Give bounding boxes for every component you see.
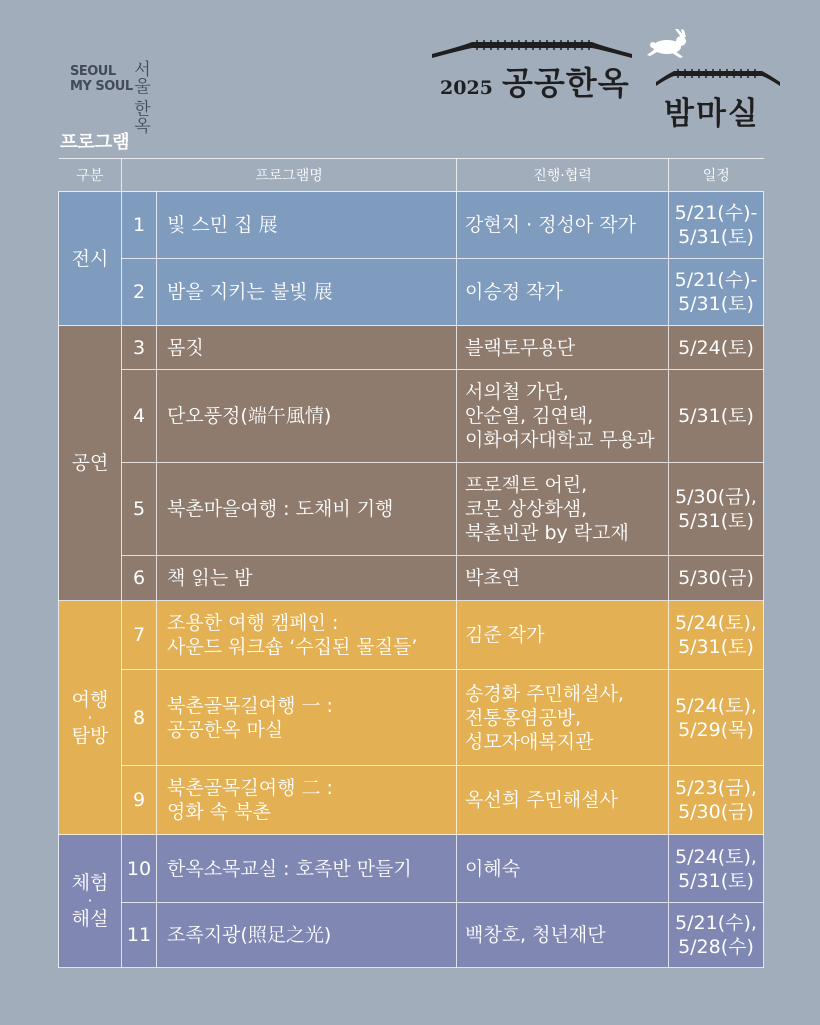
program-name <box>157 835 457 903</box>
table-row <box>59 835 764 903</box>
collab-line: 안순열, 김연택, <box>465 405 594 427</box>
program-collab <box>457 259 669 326</box>
category-tour <box>59 601 122 835</box>
program-date <box>669 259 764 326</box>
hanok-roof-icon <box>432 36 632 60</box>
program-date <box>669 192 764 259</box>
program-name <box>157 556 457 601</box>
program-name <box>157 259 457 326</box>
table-row <box>59 192 764 259</box>
program-name-line: 몸짓 <box>167 336 204 359</box>
table-row <box>59 259 764 326</box>
category-tour-line: 탐방 <box>71 724 109 747</box>
table-row <box>59 326 764 370</box>
category-performance: 공연 <box>59 326 122 601</box>
table-row <box>59 556 764 601</box>
row-number: 1 <box>122 192 157 259</box>
program-name-line: 조용한 여행 캠페인 : <box>167 612 339 634</box>
rabbit-icon <box>645 29 691 59</box>
category-tour-line: 여행 <box>71 688 109 711</box>
category-separator: · <box>87 707 93 727</box>
collab-line: 송경화 주민해설사, <box>465 682 624 705</box>
date-line: 5/31(토) <box>678 226 754 248</box>
category-experience-line: 해설 <box>71 908 109 930</box>
collab-line: 전통홍염공방, <box>465 706 582 729</box>
program-collab <box>457 601 669 670</box>
program-name <box>157 463 457 556</box>
collab-line: 박초연 <box>465 567 521 589</box>
category-exhibit: 전시 <box>59 192 122 326</box>
collab-line: 강현지 · 정성아 작가 <box>465 214 636 236</box>
date-line: 5/23(금), <box>675 777 757 799</box>
program-collab <box>457 766 669 835</box>
date-line: 5/31(토) <box>678 869 754 892</box>
program-table <box>58 158 764 968</box>
header-category: 구분 <box>59 159 122 192</box>
program-name <box>157 766 457 835</box>
collab-line: 김준 작가 <box>465 624 545 646</box>
header-program: 프로그램명 <box>122 159 457 192</box>
seoul-hanok-logo: 서울 한옥 <box>130 60 150 134</box>
table-row <box>59 766 764 835</box>
category-experience-line: 체험 <box>71 872 109 894</box>
collab-line: 백창호, 청년재단 <box>465 924 606 946</box>
date-line: 5/24(토), <box>675 694 757 717</box>
table-header-row <box>59 159 764 192</box>
category-experience <box>59 835 122 968</box>
program-name-line: 영화 속 북촌 <box>167 801 271 823</box>
collab-line: 이혜숙 <box>465 857 521 880</box>
program-date <box>669 835 764 903</box>
table-row <box>59 670 764 766</box>
row-number: 6 <box>122 556 157 601</box>
program-date <box>669 556 764 601</box>
row-number: 11 <box>122 903 157 968</box>
row-number: 8 <box>122 670 157 766</box>
category-separator: · <box>87 891 93 910</box>
program-name <box>157 192 457 259</box>
date-line: 5/30(금) <box>678 567 754 589</box>
collab-line: 서의철 가단, <box>465 381 569 403</box>
collab-line: 성모자애복지관 <box>465 730 594 753</box>
date-line: 5/30(금), <box>675 486 757 508</box>
program-collab <box>457 326 669 370</box>
program-name-line: 공공한옥 마실 <box>167 718 284 741</box>
date-line: 5/31(토) <box>678 293 754 315</box>
row-number: 7 <box>122 601 157 670</box>
collab-line: 북촌빈관 by 락고재 <box>465 522 629 544</box>
program-date <box>669 903 764 968</box>
program-name-line: 밤을 지키는 불빛 展 <box>167 281 333 303</box>
program-collab <box>457 556 669 601</box>
program-name-line: 빛 스민 집 展 <box>167 214 278 236</box>
row-number: 5 <box>122 463 157 556</box>
program-name-line: 조족지광(照足之光) <box>167 924 332 946</box>
program-date <box>669 766 764 835</box>
program-name-line: 북촌마을여행 : 도채비 기행 <box>167 498 394 520</box>
program-collab <box>457 463 669 556</box>
collab-line: 코몬 상상화샘, <box>465 498 588 520</box>
logo-line-1: SEOUL <box>70 64 116 79</box>
program-date <box>669 463 764 556</box>
event-subtitle: 밤마실 <box>664 96 760 132</box>
program-name <box>157 601 457 670</box>
hanok-roof-small-icon <box>656 66 780 88</box>
table-row <box>59 370 764 463</box>
collab-line: 프로젝트 어린, <box>465 474 588 496</box>
program-date <box>669 601 764 670</box>
collab-line: 이승정 작가 <box>465 281 563 303</box>
program-collab <box>457 903 669 968</box>
table-row <box>59 463 764 556</box>
seoul-my-soul-logo <box>70 64 133 94</box>
table-row <box>59 601 764 670</box>
date-line: 5/31(토) <box>678 405 754 427</box>
row-number: 9 <box>122 766 157 835</box>
event-name: 공공한옥 <box>501 64 630 102</box>
event-year: 2025 <box>440 77 493 99</box>
date-line: 5/29(목) <box>678 718 754 741</box>
program-name-line: 사운드 워크숍 ‘수집된 물질들’ <box>167 636 418 658</box>
program-date <box>669 326 764 370</box>
date-line: 5/24(토), <box>675 845 757 868</box>
program-name <box>157 370 457 463</box>
row-number: 2 <box>122 259 157 326</box>
row-number: 3 <box>122 326 157 370</box>
date-line: 5/21(수), <box>675 912 757 934</box>
row-number: 10 <box>122 835 157 903</box>
date-line: 5/24(토), <box>675 612 757 634</box>
program-name-line: 단오풍정(端午風情) <box>167 405 332 427</box>
collab-line: 이화여자대학교 무용과 <box>465 429 655 451</box>
program-name-line: 북촌골목길여행 一 : <box>167 694 333 717</box>
event-title <box>440 58 630 104</box>
table-row <box>59 903 764 968</box>
date-line: 5/21(수)- <box>674 202 758 224</box>
program-collab <box>457 835 669 903</box>
program-name-line: 책 읽는 밤 <box>167 567 253 589</box>
program-collab <box>457 370 669 463</box>
section-title: 프로그램 <box>60 132 130 153</box>
program-name-line: 북촌골목길여행 二 : <box>167 777 333 799</box>
date-line: 5/31(토) <box>678 636 754 658</box>
program-collab <box>457 670 669 766</box>
row-number: 4 <box>122 370 157 463</box>
header-collab: 진행·협력 <box>457 159 669 192</box>
program-name <box>157 326 457 370</box>
date-line: 5/31(토) <box>678 510 754 532</box>
program-collab <box>457 192 669 259</box>
date-line: 5/28(수) <box>678 936 754 958</box>
collab-line: 옥선희 주민해설사 <box>465 789 618 811</box>
date-line: 5/21(수)- <box>674 269 758 291</box>
program-name <box>157 903 457 968</box>
collab-line: 블랙토무용단 <box>465 336 576 359</box>
header-date: 일정 <box>669 159 764 192</box>
date-line: 5/30(금) <box>678 801 754 823</box>
program-name-line: 한옥소목교실 : 호족반 만들기 <box>167 857 412 880</box>
program-date <box>669 370 764 463</box>
date-line: 5/24(토) <box>678 336 754 359</box>
program-name <box>157 670 457 766</box>
logo-line-2: MY SOUL <box>70 79 133 94</box>
program-date <box>669 670 764 766</box>
